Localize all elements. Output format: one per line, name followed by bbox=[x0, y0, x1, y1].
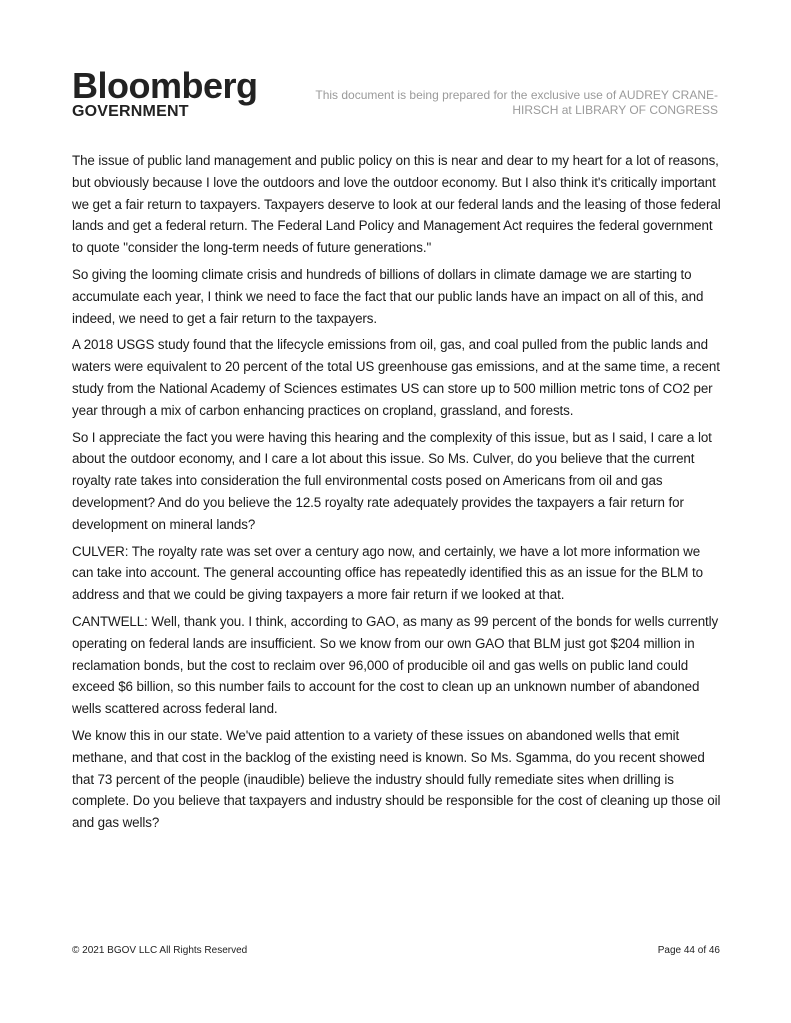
copyright-notice: © 2021 BGOV LLC All Rights Reserved bbox=[72, 945, 248, 956]
paragraph: CANTWELL: Well, thank you. I think, according to GAO, as many as 99 percent of the bonds for wells currently operating on federal lands are insufficient. So we know from our own GAO that BLM just got $204 million in reclamation bonds, but the cost to reclaim over 96,000 of producible oil and gas wells on public land could exceed $6 billion, so this number fails to account for the cost to clean up an unknown number of abandoned wells scattered across federal land. bbox=[72, 613, 719, 717]
paragraph: CULVER: The royalty rate was set over a century ago now, and certainly, we have a lot more information we can take into account. The general accounting office has repeatedly identified this as an issue for the BLM to address and that we could be giving taxpayers a more fair return if we looked at that. bbox=[72, 543, 703, 603]
bloomberg-government-logo bbox=[72, 65, 258, 120]
paragraph: So I appreciate the fact you were having this hearing and the complexity of this issue, but as I said, I care a lot about the outdoor economy, and I care a lot about this issue. So Ms. Culver, do you believe that the current royalty rate takes into consideration the full environmental costs posed on Americans from oil and gas development? And do you believe the 12.5 royalty rate adequately provides the taxpayers a fair return for development on mineral lands? bbox=[72, 429, 712, 532]
exclusive-use-notice: This document is being prepared for the exclusive use of AUDREY CRANE-HIRSCH at LIBRARY OF CONGRESS bbox=[315, 88, 718, 117]
paragraph: We know this in our state. We've paid attention to a variety of these issues on abandoned wells that emit methane, and that cost in the backlog of the existing need is known. So Ms. Sgamma, do you recent showed that 73 percent of the people (inaudible) believe the industry should fully remediate sites when drilling is complete. Do you believe that taxpayers and industry should be responsible for the cost of cleaning up those oil and gas wells? bbox=[72, 727, 721, 831]
paragraph: So giving the looming climate crisis and hundreds of billions of dollars in climate damage we are starting to accumulate each year, I think we need to face the fact that our public lands have an impact on all of this, and indeed, we need to get a fair return to the taxpayers. bbox=[72, 266, 704, 326]
transcript-body bbox=[72, 150, 722, 839]
logo-wordmark: Bloomberg bbox=[72, 65, 258, 106]
page-number: Page 44 of 46 bbox=[657, 945, 720, 956]
paragraph: The issue of public land management and public policy on this is near and dear to my heart for a lot of reasons, but obviously because I love the outdoors and love the outdoor economy. But I also think it's critically important we get a fair return to taxpayers. Taxpayers deserve to look at our federal lands and the leasing of those federal lands and get a federal return. The Federal Land Policy and Management Act requires the federal government to quote "consider the long-term needs of future generations." bbox=[72, 153, 721, 256]
paragraph: A 2018 USGS study found that the lifecycle emissions from oil, gas, and coal pulled from the public lands and waters were equivalent to 20 percent of the total US greenhouse gas emissions, and at the same time, a recent study from the National Academy of Sciences estimates US can store up to 500 million metric tons of CO2 per year through a mix of carbon enhancing practices on cropland, grassland, and forests. bbox=[72, 337, 720, 418]
logo-subtitle: GOVERNMENT bbox=[72, 103, 189, 120]
page-header bbox=[72, 65, 720, 126]
